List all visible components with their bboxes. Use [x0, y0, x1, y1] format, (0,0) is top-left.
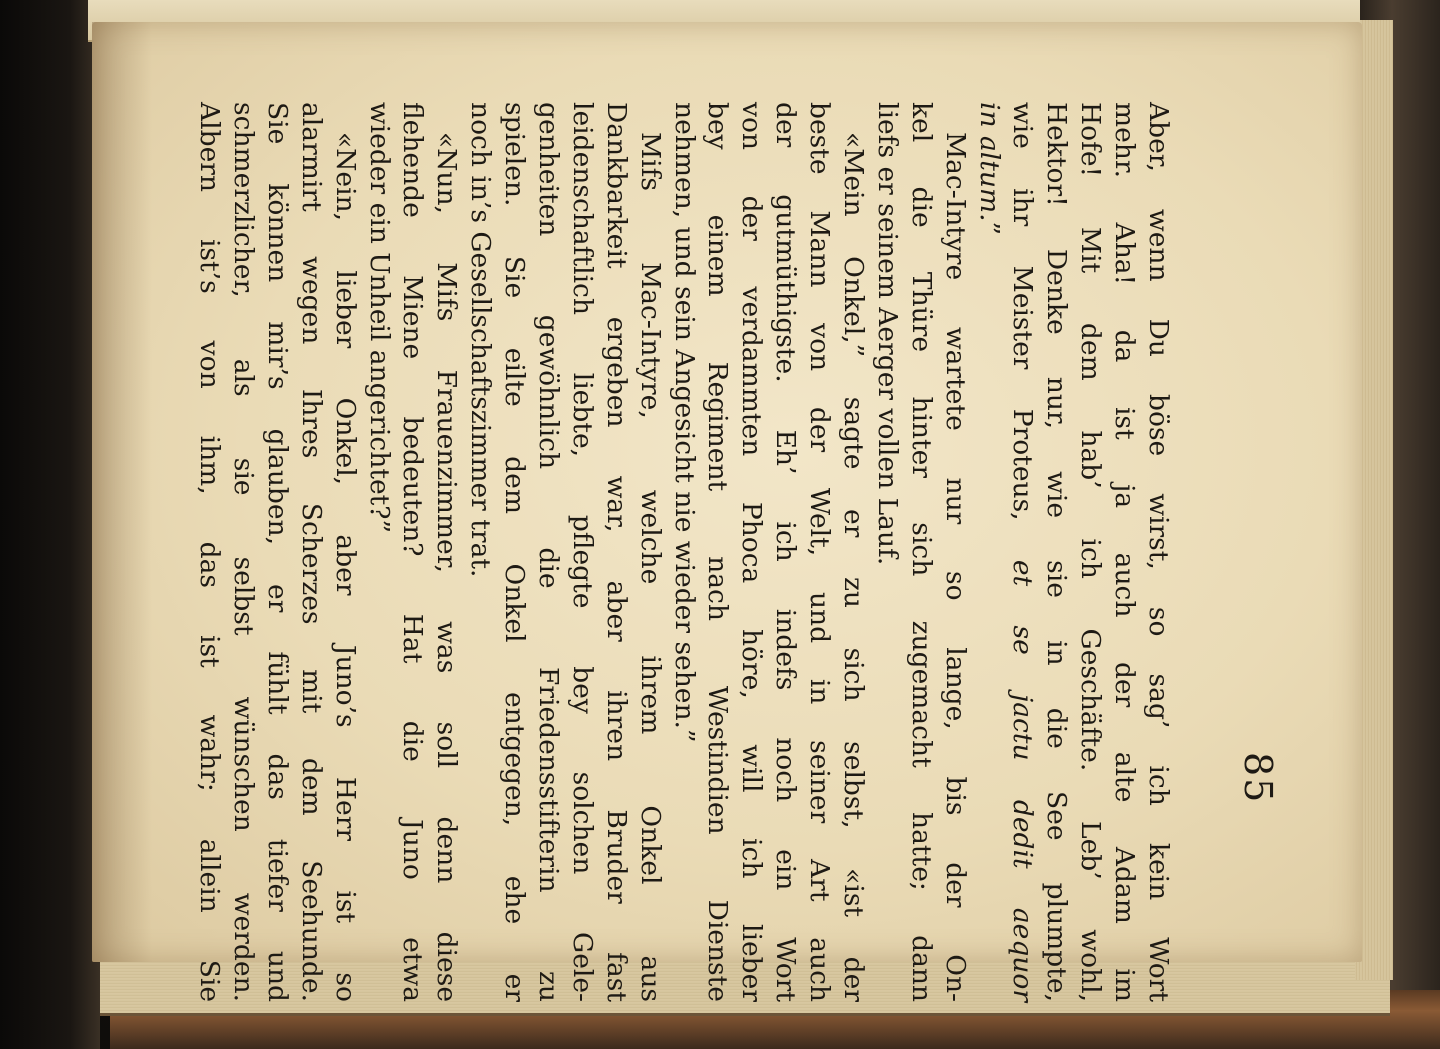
text-line: [734, 102, 768, 1002]
text-line-roman: «Nein, lieber Onkel, aber Juno’s Herr ist so: [329, 132, 361, 1002]
page-number: 85: [1236, 752, 1280, 805]
text-line: [938, 102, 972, 1002]
text-line: [328, 102, 362, 1002]
text-line: [429, 102, 463, 1002]
text-line: [1073, 102, 1107, 1002]
text-line-roman: Aber, wenn Du böse wirst, so sag’ ich kein Wort: [1143, 102, 1174, 1002]
text-line-roman: Hektor! Denke nur, wie sie in die See plumpte,: [1041, 102, 1073, 1002]
text-line-roman: Dankbarkeit ergeben war, aber ihren Bruder fast: [600, 102, 632, 1002]
text-line-roman: Mifs Mac-Intyre, welche ihrem Onkel aus: [634, 132, 666, 1002]
text-line: [260, 102, 294, 1002]
text-line-roman: leidenschaftlich liebte, pflegte bey solchen Gele-: [566, 102, 598, 1002]
text-line-roman: Albern ist’s von ihm, das ist wahr; allein Sie: [194, 102, 226, 1002]
text-line-roman: schmerzlicher, als sie selbst wünschen werden.: [227, 102, 259, 1002]
text-line-roman: Mac-Intyre wartete nur so lange, bis der On-: [939, 132, 971, 1002]
text-line-roman: bey einem Regiment nach Westindien Dienste: [702, 102, 734, 1002]
text-line-roman: Sie können mir’s glauben, er fühlt das tiefer und: [261, 102, 293, 1002]
text-line-roman: «Nun, Mifs Frauenzimmer, was soll denn diese: [431, 132, 463, 1002]
text-line-tail: ”: [973, 221, 1005, 236]
text-line: [192, 102, 226, 1002]
body-text: [192, 102, 1175, 1002]
text-line: [904, 102, 938, 1002]
text-line: [599, 102, 633, 1002]
text-line-roman: von der verdammten Phoca höre, will ich lieber: [736, 102, 768, 1002]
text-line: [1141, 102, 1175, 1002]
text-line: [497, 102, 531, 1002]
text-line: [633, 102, 667, 1002]
text-line: [1006, 102, 1040, 1002]
text-line: [667, 102, 701, 1002]
text-line-roman: genheiten gewöhnlich die Friedensstifterin zu: [532, 102, 564, 1002]
text-line: [701, 102, 735, 1002]
text-line: [531, 102, 565, 1002]
text-line-roman: Hofe! Mit dem hab’ ich Geschäfte. Leb’ wohl,: [1075, 102, 1107, 1002]
text-line-roman: nehmen, und sein Angesicht nie wieder sehen.”: [668, 102, 700, 743]
text-line: [802, 102, 836, 1002]
text-line: [836, 102, 870, 1002]
text-line: [362, 102, 396, 1002]
text-line: [1039, 102, 1073, 1002]
text-line: [870, 102, 904, 1002]
text-line: [768, 102, 802, 1002]
text-line: [565, 102, 599, 1002]
text-line-roman: noch in’s Gesellschaftszimmer trat.: [465, 102, 497, 578]
text-line: [294, 102, 328, 1002]
text-line-roman: wie ihr Meister Proteus,: [1007, 102, 1039, 560]
text-line: [1107, 102, 1141, 1002]
text-line-roman: alarmirt wegen Ihres Scherzes mit dem Seehunde.: [295, 102, 327, 1002]
text-line: [396, 102, 430, 1002]
text-line: [226, 102, 260, 1002]
text-line-roman: der gutmüthigste. Eh’ ich indefs noch ein Wort: [770, 102, 802, 1002]
text-line-roman: beste Mann von der Welt, und in seiner Art auch: [804, 102, 836, 1002]
text-line-roman: kel die Thüre hinter sich zugemacht hatte; dann: [905, 102, 937, 1002]
text-line-roman: «Mein Onkel,” sagte er zu sich selbst, «ist der: [837, 132, 869, 1002]
text-line-roman: wieder ein Unheil angerichtet?”: [363, 102, 395, 534]
text-line-roman: spielen. Sie eilte dem Onkel entgegen, ehe er: [499, 102, 531, 1002]
text-line-italic: et se jactu dedit aequor: [1007, 559, 1039, 1002]
text-line-roman: flehende Miene bedeuten? Hat die Juno etwa: [397, 102, 429, 1002]
text-line-roman: liefs er seinem Aerger vollen Lauf.: [871, 102, 903, 566]
text-line: [463, 102, 497, 1002]
text-line: [972, 102, 1006, 1002]
text-line-roman: mehr. Aha! da ist ja auch der alte Adam im: [1109, 102, 1141, 1002]
text-line-italic: in altum.: [973, 102, 1005, 222]
